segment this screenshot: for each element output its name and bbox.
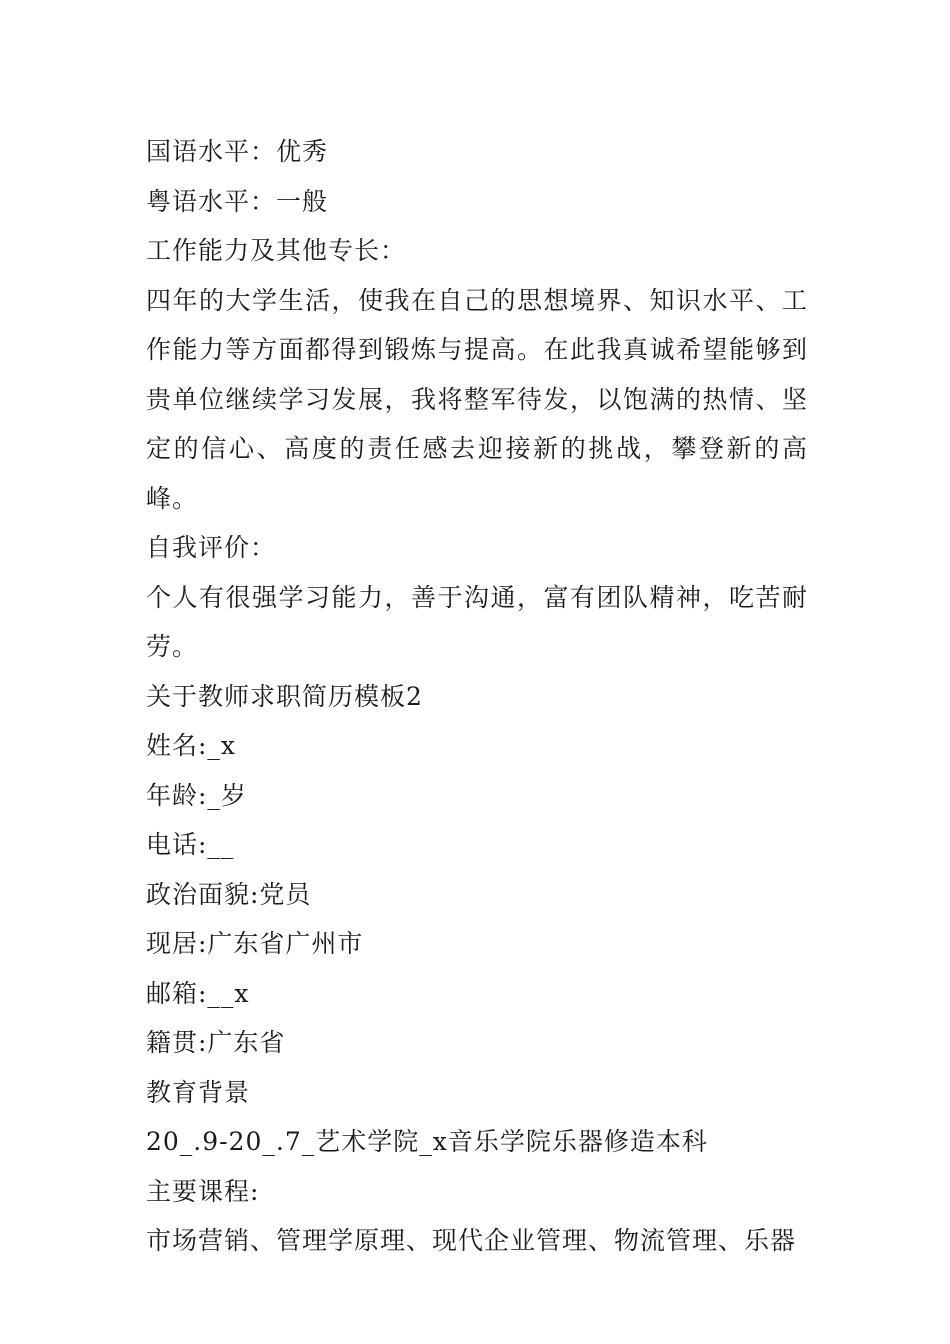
hometown-line: 籍贯:广东省 [146,1028,286,1057]
self-evaluation-paragraph: 个人有很强学习能力，善于沟通，富有团队精神，吃苦耐劳。 [146,582,808,661]
phone-line: 电话:__ [146,830,235,859]
name-line: 姓名:_x [146,731,237,760]
cantonese-level-line: 粤语水平：一般 [146,186,329,216]
work-ability-heading: 工作能力及其他专长： [146,236,407,265]
email-line: 邮箱:__x [146,978,250,1008]
education-heading: 教育背景 [146,1077,251,1107]
self-evaluation-heading: 自我评价： [146,533,277,562]
document-body [146,127,808,1266]
political-status-line: 政治面貌:党员 [146,879,312,909]
education-entry: 20_.9-20_.7_艺术学院_x音乐学院乐器修造本科 [146,1127,708,1156]
courses-heading: 主要课程: [146,1176,260,1206]
courses-line: 市场营销、管理学原理、现代企业管理、物流管理、乐器 [146,1226,797,1255]
mandarin-level-line: 国语水平：优秀 [146,137,329,166]
residence-line: 现居:广东省广州市 [146,929,364,958]
section-title: 关于教师求职简历模板2 [146,681,423,711]
work-ability-paragraph: 四年的大学生活，使我在自己的思想境界、知识水平、工作能力等方面都得到锻炼与提高。在此我真诚希望能够到贵单位继续学习发展，我将整军待发，以饱满的热情、坚定的信心、高度的责任感去迎接新的挑战，攀登新的高峰。 [146,285,808,513]
age-line: 年龄:_岁 [146,780,247,810]
